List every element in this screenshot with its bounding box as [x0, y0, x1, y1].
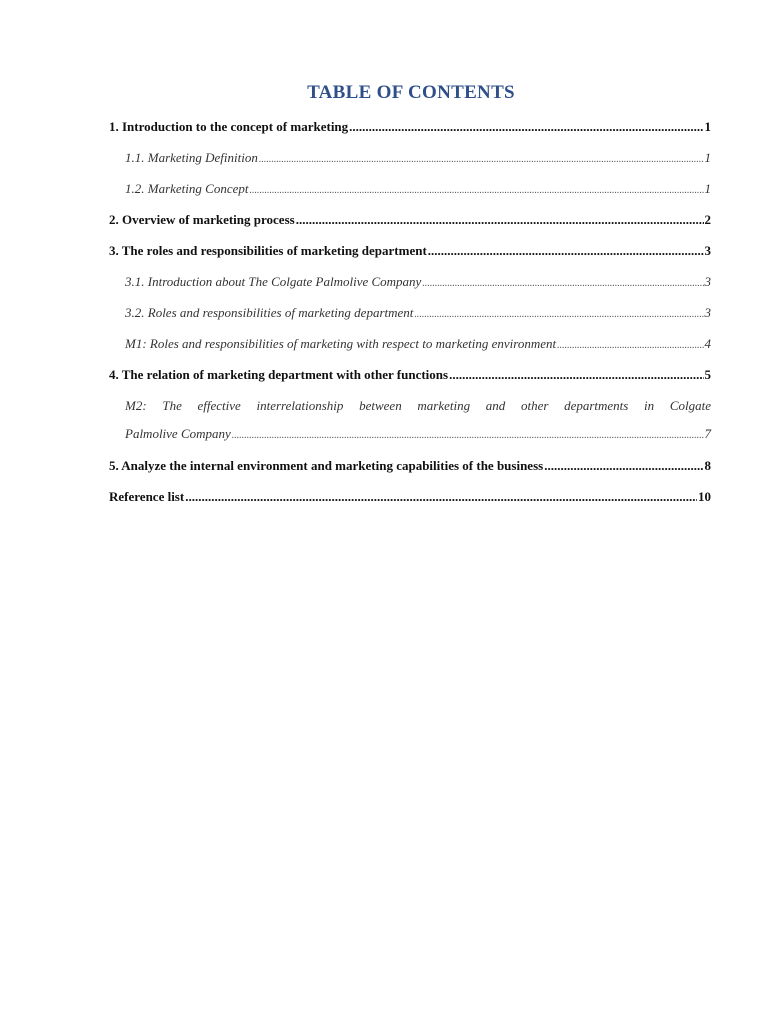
- toc-entry-2[interactable]: [109, 210, 711, 241]
- toc-entry-m1[interactable]: [109, 334, 711, 365]
- dot-leader: [296, 210, 704, 230]
- toc-entry-1-2[interactable]: [109, 179, 711, 210]
- toc-entry-label-line2: Palmolive Company: [125, 426, 231, 441]
- dot-leader: [557, 336, 703, 356]
- dot-leader: [422, 274, 703, 294]
- toc-entry-label: 3. The roles and responsibilities of marketing department: [109, 243, 427, 258]
- toc-page-number: 4: [704, 336, 711, 351]
- toc-page-number: 1: [704, 150, 711, 165]
- toc-entry-label: 1.1. Marketing Definition: [125, 150, 258, 165]
- toc-page-number: 3: [704, 243, 711, 258]
- dot-leader: [249, 181, 703, 201]
- toc-entry-label: 3.1. Introduction about The Colgate Palmolive Company: [125, 274, 422, 289]
- toc-entry-1[interactable]: [109, 117, 711, 148]
- dot-leader: [544, 456, 703, 476]
- dot-leader: [428, 241, 704, 261]
- toc-page-number: 1: [704, 181, 711, 196]
- toc-entry-3-2[interactable]: [109, 303, 711, 334]
- dot-leader: [232, 426, 704, 446]
- toc-page-number: 2: [704, 212, 711, 227]
- toc-entry-label: 1. Introduction to the concept of marketing: [109, 119, 349, 134]
- toc-entry-label-line1: M2: The effective interrelationship between marketing and other departments in Colgate: [125, 398, 711, 413]
- toc-entry-label: 3.2. Roles and responsibilities of marketing department: [125, 305, 414, 320]
- toc-page-number: 8: [704, 458, 711, 473]
- toc-entry-label: 2. Overview of marketing process: [109, 212, 295, 227]
- toc-entry-3[interactable]: [109, 241, 711, 272]
- dot-leader: [349, 117, 703, 137]
- dot-leader: [449, 365, 703, 385]
- toc-page-number: 5: [704, 367, 711, 382]
- toc-page-number: 3: [704, 274, 711, 289]
- toc-entry-label: 1.2. Marketing Concept: [125, 181, 249, 196]
- toc-entry-label: M1: Roles and responsibilities of marketing with respect to marketing environment: [125, 336, 557, 351]
- toc-entry-5[interactable]: [109, 456, 711, 487]
- toc-page-number: 7: [704, 426, 711, 441]
- toc-page-number: 10: [698, 489, 711, 504]
- dot-leader: [185, 487, 697, 507]
- toc-entry-label: Reference list: [109, 489, 185, 504]
- toc-entry-reference-list[interactable]: [109, 487, 711, 518]
- toc-entry-label: 5. Analyze the internal environment and marketing capabilities of the business: [109, 458, 544, 473]
- toc-entry-label: 4. The relation of marketing department with other functions: [109, 367, 449, 382]
- toc-entry-m2[interactable]: [109, 396, 711, 456]
- dot-leader: [414, 305, 703, 325]
- toc-entry-3-1[interactable]: [109, 272, 711, 303]
- toc-entry-4[interactable]: [109, 365, 711, 396]
- toc-list: [109, 117, 711, 518]
- toc-title: TABLE OF CONTENTS: [307, 82, 515, 103]
- toc-entry-1-1[interactable]: [109, 148, 711, 179]
- toc-page-number: 1: [704, 119, 711, 134]
- dot-leader: [259, 150, 704, 170]
- toc-page-number: 3: [704, 305, 711, 320]
